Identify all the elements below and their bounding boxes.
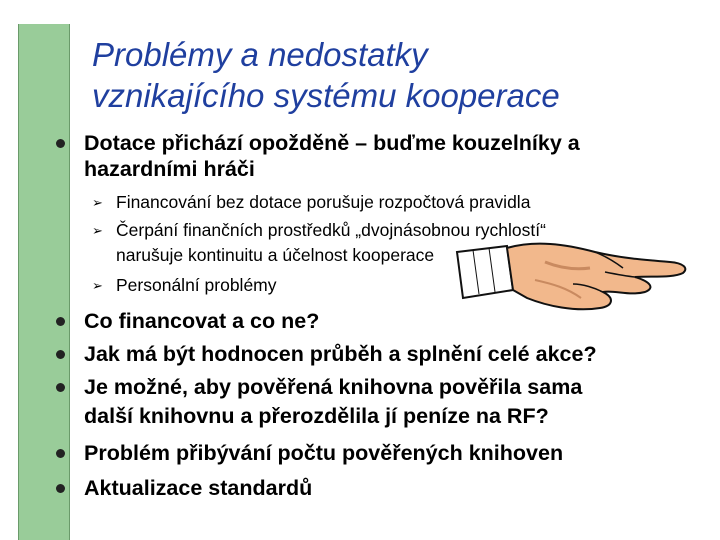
title-line-1: Problémy a nedostatky bbox=[92, 36, 428, 73]
title-line-2: vznikajícího systému kooperace bbox=[92, 77, 560, 114]
bullet-dot-icon bbox=[56, 449, 65, 458]
open-hand-icon bbox=[455, 232, 695, 317]
arrowhead-icon: ➢ bbox=[92, 278, 103, 293]
bullet-dot-icon bbox=[56, 383, 65, 392]
side-bar-decoration bbox=[18, 24, 70, 540]
sub-bullet-2-line-1: Čerpání finančních prostředků „dvojnásobnou rychlostí“ bbox=[116, 220, 546, 240]
bullet-1-line-2: hazardními hráči bbox=[84, 157, 255, 181]
bullet-4-line-2: další knihovnu a přerozdělila jí peníze na RF? bbox=[84, 404, 549, 428]
bullet-dot-icon bbox=[56, 317, 65, 326]
bullet-dot-icon bbox=[56, 484, 65, 493]
sub-bullet-1: Financování bez dotace porušuje rozpočtová pravidla bbox=[116, 192, 531, 212]
bullet-1-line-1: Dotace přichází opožděně – buďme kouzelníky a bbox=[84, 131, 580, 155]
bullet-2: Co financovat a co ne? bbox=[84, 309, 320, 333]
bullet-6: Aktualizace standardů bbox=[84, 476, 313, 500]
arrowhead-icon: ➢ bbox=[92, 195, 103, 210]
bullet-3: Jak má být hodnocen průběh a splnění celé akce? bbox=[84, 342, 597, 366]
arrowhead-icon: ➢ bbox=[92, 223, 103, 238]
bullet-5: Problém přibývání počtu pověřených knihoven bbox=[84, 441, 564, 465]
sub-bullet-2-line-2: narušuje kontinuitu a účelnost kooperace bbox=[116, 245, 435, 265]
bullet-4-line-1: Je možné, aby pověřená knihovna pověřila sama bbox=[84, 375, 583, 399]
sub-bullet-3: Personální problémy bbox=[116, 275, 277, 295]
slide-title bbox=[92, 34, 702, 116]
bullet-dot-icon bbox=[56, 139, 65, 148]
bullet-dot-icon bbox=[56, 350, 65, 359]
